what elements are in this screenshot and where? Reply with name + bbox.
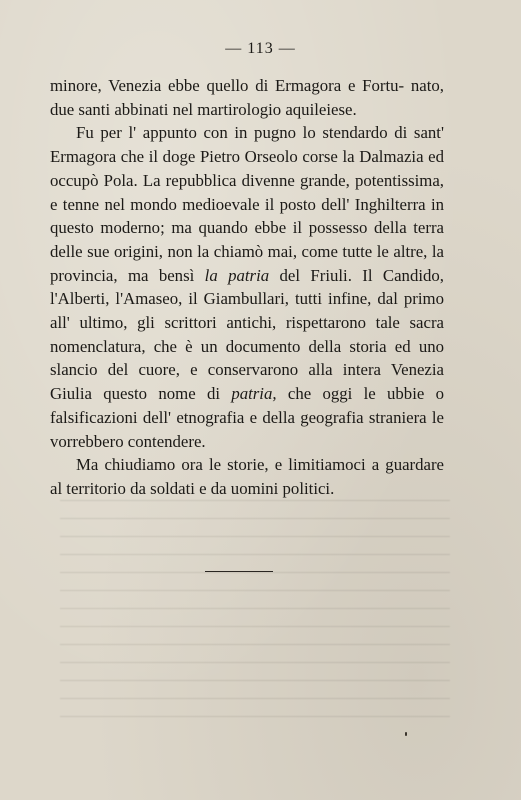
paragraph-2-text-c: che oggi le ubbie o falsificazioni dell' etnografia e della geografia straniera le vorrebbero contendere.	[50, 384, 444, 451]
paragraph-1	[50, 74, 444, 121]
show-through-text	[60, 500, 450, 730]
page-number: — 113 —	[225, 40, 296, 57]
paragraph-1-line-1: minore, Venezia ebbe quello di Ermagora e Fortu-	[50, 76, 405, 95]
paragraph-2-emphasis-2: patria,	[231, 384, 277, 404]
paragraph-2-text-b: del Friuli. Il Candido, l'Alberti, l'Amaseo, il Giambullari, tutti infine, dal primo all' ultimo, gli scrittori antichi, rispettarono tale sacra nomenclatura, che è un documento della storia ed uno slancio del cuore, e conservarono alla intera Venezia Giulia questo nome di	[50, 265, 444, 404]
paragraph-3: Ma chiudiamo ora le storie, e limitiamoci a guardare al territorio da soldati e da uomini politici.	[50, 455, 444, 498]
paragraph-2-emphasis-1: la patria	[204, 265, 270, 285]
paragraph-2-text-a: Fu per l' appunto con in pugno lo stendardo di sant' Ermagora che il doge Pietro Orseolo corse la Dalmazia ed occupò Pola. La repubblica divenne grande, potentissima, e tenne nel mondo medioevale il posto dell' Inghilterra in questo moderno; ma quando ebbe il possesso della terra delle sue origini, non la chiamò mai, come tutte le altre, la provincia, ma bensì	[50, 123, 444, 285]
paragraph-2	[50, 121, 444, 453]
print-speck	[405, 732, 407, 736]
paragraph-1-line-2: nato, due santi abbinati nel martirologio aquileiese.	[50, 76, 444, 119]
section-rule	[205, 571, 273, 572]
body-text	[50, 74, 444, 501]
